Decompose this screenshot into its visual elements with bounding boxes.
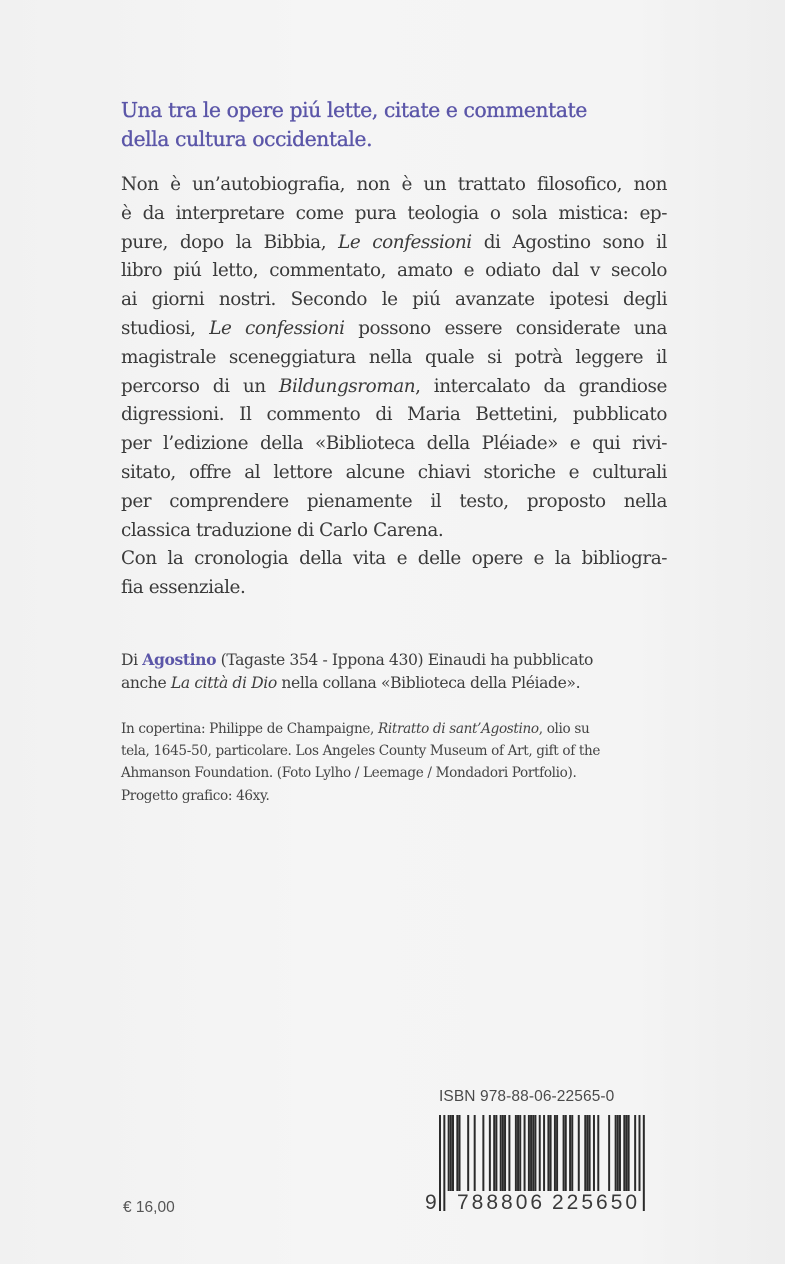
description-line: digressioni. Il commento di Maria Bettetini, pubblicato bbox=[121, 404, 667, 426]
headline-line-1: Una tra le opere piú lette, citate e commentate bbox=[121, 98, 587, 122]
description-line: classica traduzione di Carlo Carena. bbox=[121, 519, 444, 541]
description-line: studiosi, Le confessioni possono essere considerate una bbox=[121, 317, 667, 339]
price-label: € 16,00 bbox=[123, 1199, 175, 1216]
description-line: libro piú letto, commentato, amato e odiato dal v secolo bbox=[121, 260, 667, 282]
barcode-digits-right: 225650 bbox=[552, 1191, 641, 1214]
author-name: Agostino bbox=[142, 650, 217, 669]
description-paragraph bbox=[121, 171, 667, 603]
credits-line-1: In copertina: Philippe de Champaigne, Ritratto di sant’Agostino, olio su bbox=[121, 721, 590, 737]
description-line: percorso di un Bildungsroman, intercalato da grandiose bbox=[121, 375, 667, 397]
description-line: ai giorni nostri. Secondo le piú avanzate ipotesi degli bbox=[121, 289, 667, 311]
barcode-digit-first: 9 bbox=[425, 1191, 437, 1214]
headline bbox=[121, 96, 681, 154]
description-line: è da interpretare come pura teologia o sola mistica: ep- bbox=[121, 202, 667, 224]
cover-credits bbox=[121, 718, 667, 807]
isbn-label: ISBN 978-88-06-22565-0 bbox=[439, 1088, 615, 1105]
barcode-digits-left: 788806 bbox=[457, 1191, 546, 1214]
related-book-title: La città di Dio bbox=[170, 674, 277, 692]
about-author-line-1: Di Agostino (Tagaste 354 - Ippona 430) Einaudi ha pubblicato bbox=[121, 650, 593, 669]
painting-title: Ritratto di sant’Agostino bbox=[378, 721, 539, 737]
description-line: sitato, offre al lettore alcune chiavi storiche e culturali bbox=[121, 461, 667, 483]
description-line: pure, dopo la Bibbia, Le confessioni di Agostino sono il bbox=[121, 231, 667, 253]
credits-line-3: Ahmanson Foundation. (Foto Lylho / Leemage / Mondadori Portfolio). bbox=[121, 765, 577, 782]
description-line: Con la cronologia della vita e delle opere e la bibliogra- bbox=[121, 548, 667, 570]
credits-line-4: Progetto grafico: 46xy. bbox=[121, 787, 270, 804]
description-line: per l’edizione della «Biblioteca della Pléiade» e qui rivi- bbox=[121, 433, 667, 455]
credits-line-2: tela, 1645-50, particolare. Los Angeles County Museum of Art, gift of the bbox=[121, 743, 601, 760]
description-line: per comprendere pienamente il testo, proposto nella bbox=[121, 490, 667, 512]
headline-line-2: della cultura occidentale. bbox=[121, 127, 373, 151]
about-author bbox=[121, 648, 667, 695]
description-line: Non è un’autobiografia, non è un trattato filosofico, non bbox=[121, 174, 667, 195]
about-author-line-2: anche La città di Dio nella collana «Biblioteca della Pléiade». bbox=[121, 674, 581, 692]
description-line: fia essenziale. bbox=[121, 577, 246, 599]
description-line: magistrale sceneggiatura nella quale si potrà leggere il bbox=[121, 346, 667, 368]
